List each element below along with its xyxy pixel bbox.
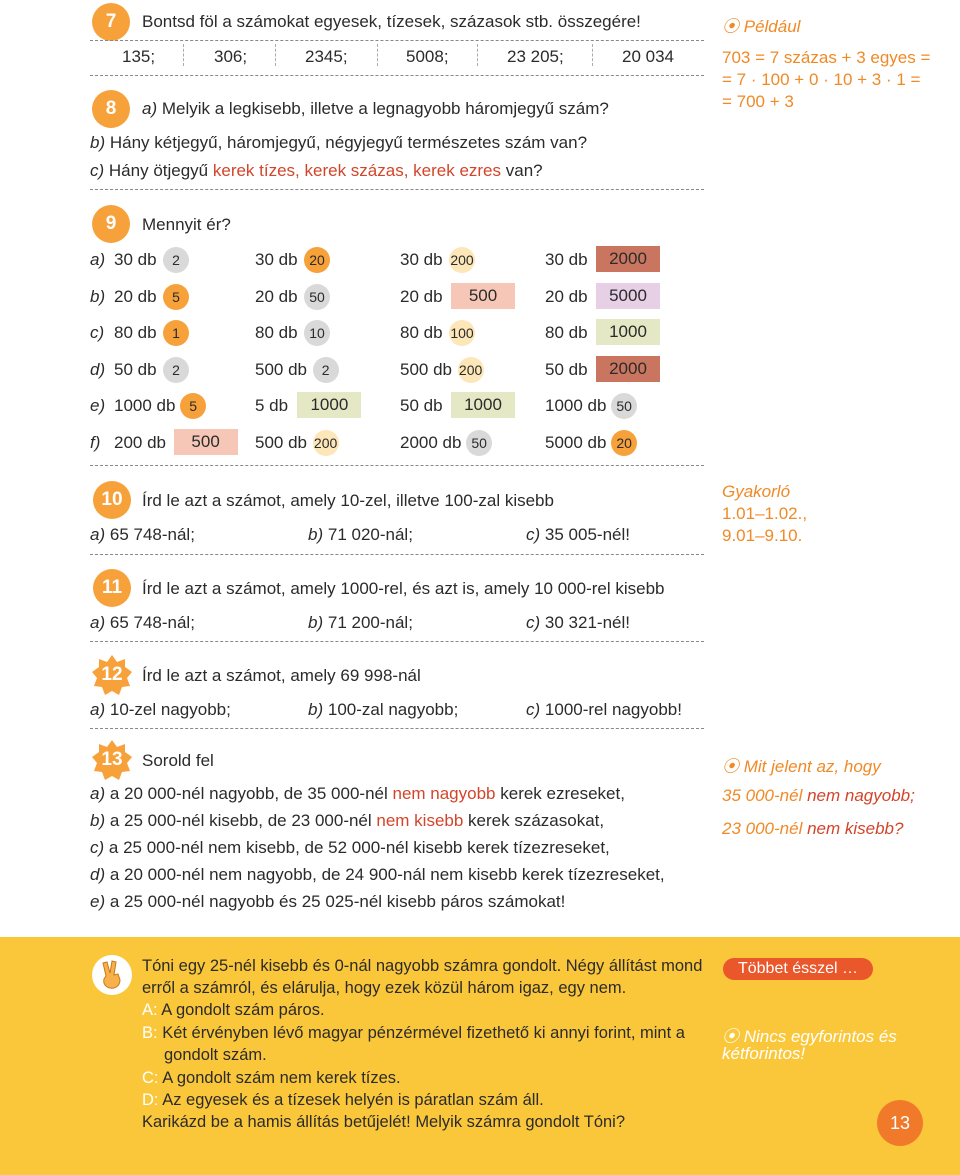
task-11-badge: [92, 568, 132, 608]
item-text: 71 020-nál;: [327, 525, 413, 544]
meaning-highlight: nem nagyobb;: [807, 786, 915, 805]
grid-count: 80 db: [400, 323, 443, 342]
grid-count: 500 db: [255, 432, 307, 452]
meaning-text: 23 000-nél: [722, 819, 808, 838]
meaning-title: [722, 752, 881, 777]
item-text: Hány kétjegyű, háromjegyű, négyjegyű természetes szám van?: [109, 133, 588, 152]
banknote: 1000: [451, 392, 515, 418]
statement-b-cont: gondolt szám.: [164, 1046, 267, 1064]
item-label: e): [90, 892, 106, 911]
t7-number-4: 5008;: [406, 47, 449, 66]
divider: [90, 554, 704, 555]
t7-number-3: 2345;: [305, 47, 348, 66]
item-text: 35 005-nél!: [544, 525, 630, 544]
item-label: c): [526, 525, 541, 544]
grid-count: 5000 db: [545, 432, 607, 452]
task-11-c: [526, 613, 630, 633]
banknote: 500: [174, 429, 238, 455]
statement-text: A gondolt szám páros.: [161, 1001, 325, 1019]
meaning-line-2: [722, 819, 903, 839]
item-text: Melyik a legkisebb, illetve a legnagyobb háromjegyű szám?: [161, 99, 609, 118]
task-9-number: [92, 205, 130, 243]
practice-line-2: 9.01–9.10.: [722, 526, 803, 545]
item-label: a): [90, 784, 106, 803]
item-text: a 25 000-nél nem kisebb, de 52 000-nél kisebb kerek tízezreseket,: [108, 838, 610, 857]
grid-count: 500 db: [255, 359, 307, 379]
target-icon: ⦿: [722, 1027, 739, 1046]
coin: 200: [449, 247, 475, 273]
task-number-text: 7: [105, 11, 117, 32]
grid-count: 80 db: [114, 323, 157, 342]
grid-count: 20 db: [255, 286, 298, 306]
t7-number-2: 306;: [214, 47, 248, 66]
task-number-text: 10: [101, 489, 123, 510]
task-9-text: Mennyit ér?: [142, 215, 231, 234]
item-text: a 25 000-nél kisebb, de 23 000-nél: [109, 811, 377, 830]
task-12-text: Írd le azt a számot, amely 69 998-nál: [142, 666, 421, 685]
divider: [90, 728, 704, 729]
banknote: 2000: [596, 356, 660, 382]
task-12-b: [308, 700, 458, 720]
item-text: 71 200-nál;: [327, 613, 413, 632]
task-11-b: [308, 613, 413, 633]
grid-count: 30 db: [545, 250, 588, 269]
task-number-text: 8: [105, 98, 117, 119]
task-number-text: 9: [105, 213, 117, 234]
hint-text: Nincs egyforintos és: [743, 1027, 897, 1046]
meaning-line-1: [722, 786, 915, 806]
page-number: 13: [877, 1100, 923, 1146]
item-label: a): [90, 700, 106, 719]
coin: 5: [163, 284, 189, 310]
item-label: b): [90, 811, 106, 830]
task-12-a: [90, 700, 231, 720]
target-icon: ⦿: [722, 757, 739, 776]
statement-text: Az egyesek és a tízesek helyén is páratlan szám áll.: [162, 1091, 544, 1109]
coin: 10: [304, 320, 330, 346]
coin: 50: [611, 393, 637, 419]
divider: [90, 189, 704, 190]
example-line-2: = 7 · 100 + 0 · 10 + 3 · 1 =: [722, 70, 921, 89]
grid-row-label: d): [90, 359, 106, 379]
grid-count: 20 db: [545, 286, 588, 306]
grid-count: 1000 db: [114, 396, 176, 415]
grid-count: 80 db: [545, 323, 588, 342]
coin: 2: [163, 247, 189, 273]
item-label: b): [308, 700, 324, 719]
task-8-b: [90, 133, 587, 153]
banknote: 1000: [596, 319, 660, 345]
banknote: 2000: [596, 246, 660, 272]
t7-number-5: 23 205;: [507, 47, 564, 66]
task-13-badge: [92, 740, 132, 780]
grid-row-label: c): [90, 323, 105, 342]
item-text: 30 321-nél!: [544, 613, 630, 632]
coin: 20: [611, 430, 637, 456]
grid-count: 1000 db: [545, 396, 607, 415]
coin: 100: [449, 320, 475, 346]
item-label: c): [90, 161, 105, 180]
item-label: b): [308, 525, 324, 544]
task-8-a: [142, 99, 609, 119]
task-10-b: [308, 525, 413, 545]
task-13-b: [90, 811, 604, 831]
victory-hand-icon: [92, 955, 132, 995]
item-label: c): [90, 838, 105, 857]
grid-count: 20 db: [114, 286, 157, 306]
grid-row-label: b): [90, 286, 106, 306]
grid-count: 30 db: [114, 250, 157, 269]
task-10-c: [526, 525, 630, 545]
task-10-a: [90, 525, 195, 545]
statement-label: C:: [142, 1069, 159, 1087]
target-icon: ⦿: [722, 17, 739, 36]
banknote: 5000: [596, 283, 660, 309]
statement-a: [142, 999, 325, 1021]
coin: 50: [466, 430, 492, 456]
example-line-3: = 700 + 3: [722, 92, 794, 111]
column-separator: [275, 44, 276, 66]
statement-b: [142, 1022, 685, 1044]
statement-d: [142, 1089, 544, 1111]
grid-count: 200 db: [114, 432, 166, 452]
item-text: 1000-rel nagyobb!: [544, 700, 682, 719]
task-7-text: Bontsd föl a számokat egyesek, tízesek, százasok stb. összegére!: [142, 12, 641, 31]
statement-text: Két érvényben lévő magyar pénzérmével fizethető ki annyi forint, mint a: [162, 1024, 685, 1042]
task-10-text: Írd le azt a számot, amely 10-zel, illetve 100-zal kisebb: [142, 491, 554, 510]
meaning-highlight: nem kisebb?: [807, 819, 904, 838]
item-label: c): [526, 700, 541, 719]
hint-line-2: kétforintos!: [722, 1044, 806, 1063]
task-13-text: Sorold fel: [142, 751, 214, 770]
item-text: 100-zal nagyobb;: [327, 700, 459, 719]
example-title: [722, 12, 800, 37]
coin: 20: [304, 247, 330, 273]
meaning-text: 35 000-nél: [722, 786, 808, 805]
example-line-1: 703 = 7 százas + 3 egyes =: [722, 48, 931, 67]
item-label: d): [90, 865, 106, 884]
task-13-a: [90, 784, 625, 804]
task-13-d: [90, 865, 665, 885]
task-13-c: [90, 838, 610, 858]
example-title-text: Például: [743, 17, 801, 36]
puzzle-line-2: erről a számról, és elárulja, hogy ezek közül három igaz, egy nem.: [142, 979, 627, 997]
grid-count: 50 db: [114, 359, 157, 379]
task-12-badge: [92, 655, 132, 695]
item-label: b): [308, 613, 324, 632]
item-text-end: kerek százasokat,: [463, 811, 605, 830]
grid-count: 20 db: [400, 286, 443, 306]
task-11-a: [90, 613, 195, 633]
puzzle-question: Karikázd be a hamis állítás betűjelét! Melyik számra gondolt Tóni?: [142, 1113, 626, 1131]
item-highlight: nem kisebb: [376, 811, 464, 830]
item-text: a 25 000-nél nagyobb és 25 025-nél kisebb páros számokat!: [109, 892, 566, 911]
statement-c: [142, 1067, 401, 1089]
t7-number-6: 20 034: [622, 47, 674, 66]
item-label: a): [90, 613, 106, 632]
banknote: 500: [451, 283, 515, 309]
task-8-number: [92, 90, 130, 128]
item-highlight: nem nagyobb: [392, 784, 496, 803]
divider: [90, 641, 704, 642]
puzzle-line-1: Tóni egy 25-nél kisebb és 0-nál nagyobb számra gondolt. Négy állítást mond: [142, 957, 703, 975]
task-number-text: 13: [101, 749, 123, 770]
item-text-end: kerek ezreseket,: [495, 784, 625, 803]
meaning-title-text: Mit jelent az, hogy: [743, 757, 881, 776]
item-highlight: kerek tízes, kerek százas, kerek ezres: [212, 161, 502, 180]
more-wit-button[interactable]: Többet ésszel …: [723, 958, 873, 980]
t7-number-1: 135;: [122, 47, 156, 66]
column-separator: [183, 44, 184, 66]
item-text: 65 748-nál;: [109, 525, 195, 544]
task-7-number: [92, 3, 130, 41]
item-label: a): [90, 525, 106, 544]
grid-count: 50 db: [545, 359, 588, 379]
task-12-c: [526, 700, 682, 720]
grid-row-label: f): [90, 432, 101, 452]
grid-count: 500 db: [400, 359, 452, 379]
practice-title: Gyakorló: [722, 482, 791, 501]
item-text: 10-zel nagyobb;: [109, 700, 231, 719]
item-label: c): [526, 613, 541, 632]
task-11-text: Írd le azt a számot, amely 1000-rel, és azt is, amely 10 000-rel kisebb: [142, 579, 665, 598]
coin: 1: [163, 320, 189, 346]
grid-count: 30 db: [400, 250, 443, 269]
item-text-end: van?: [501, 161, 543, 180]
item-text: a 20 000-nél nem nagyobb, de 24 900-nál nem kisebb kerek tízezreseket,: [109, 865, 665, 884]
statement-label: B:: [142, 1024, 158, 1042]
practice-line-1: 1.01–1.02.,: [722, 504, 808, 523]
grid-count: 50 db: [400, 396, 443, 415]
statement-label: D:: [142, 1091, 159, 1109]
grid-count: 5 db: [255, 396, 289, 415]
task-13-e: [90, 892, 565, 912]
task-8-c: [90, 161, 543, 181]
coin: 2: [313, 357, 339, 383]
divider: [90, 75, 704, 76]
statement-text: A gondolt szám nem kerek tízes.: [162, 1069, 401, 1087]
coin: 200: [458, 357, 484, 383]
task-number-text: 12: [101, 664, 123, 685]
item-text: Hány ötjegyű: [108, 161, 213, 180]
divider: [90, 465, 704, 466]
grid-row-label: a): [90, 250, 106, 269]
coin: 200: [313, 430, 339, 456]
divider: [90, 40, 704, 41]
column-separator: [377, 44, 378, 66]
grid-count: 30 db: [255, 250, 298, 269]
grid-count: 80 db: [255, 323, 298, 342]
coin: 50: [304, 284, 330, 310]
column-separator: [477, 44, 478, 66]
task-number-text: 11: [101, 577, 123, 598]
item-label: a): [142, 99, 158, 118]
grid-row-label: e): [90, 396, 106, 415]
item-text: 65 748-nál;: [109, 613, 195, 632]
column-separator: [592, 44, 593, 66]
item-label: b): [90, 133, 106, 152]
coin: 5: [180, 393, 206, 419]
grid-count: 2000 db: [400, 432, 462, 452]
item-text: a 20 000-nél nagyobb, de 35 000-nél: [109, 784, 393, 803]
banknote: 1000: [297, 392, 361, 418]
statement-label: A:: [142, 1001, 158, 1019]
coin: 2: [163, 357, 189, 383]
task-10-badge: [92, 480, 132, 520]
